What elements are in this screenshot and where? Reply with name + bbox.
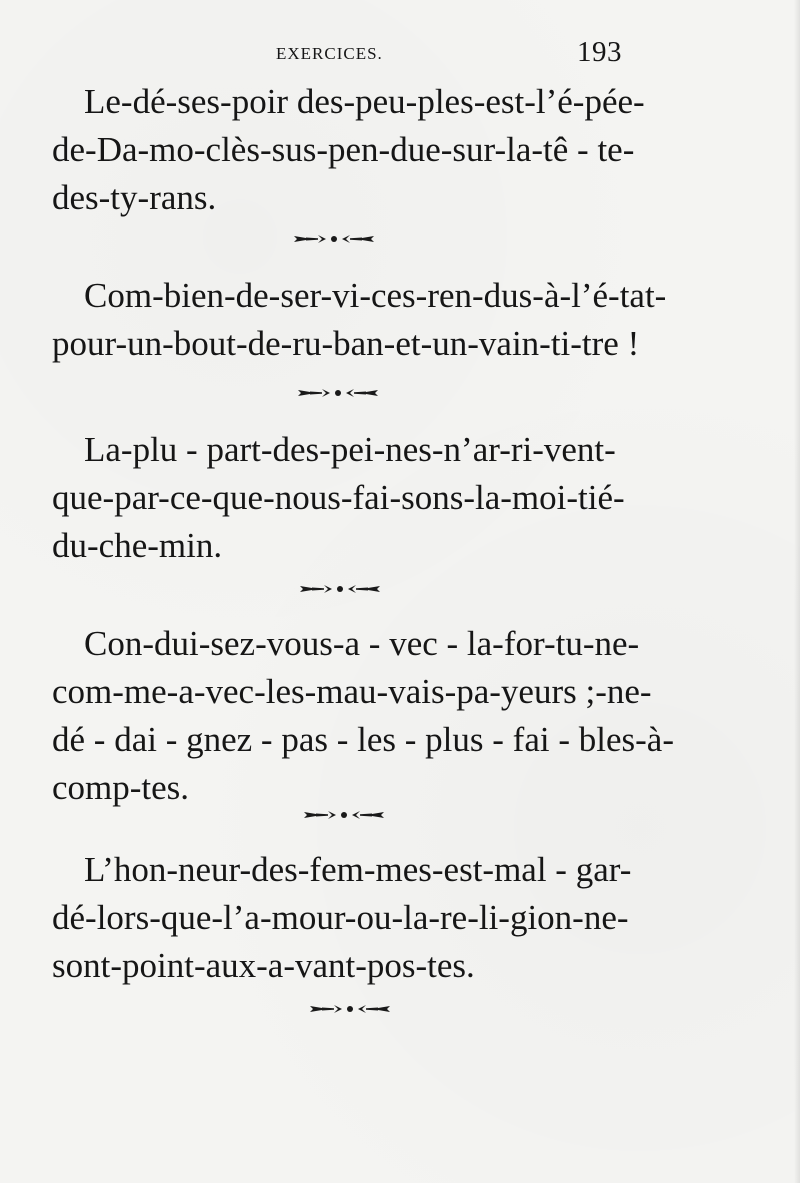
fleuron-divider-5 [308,1002,392,1016]
paragraph-5-line-1: L’hon-neur-des-fem-mes-est-mal - gar- [84,850,632,889]
paragraph-3-line-3: du-che-min. [52,526,223,565]
paragraph-3-line-2: que-par-ce-que-nous-fai-sons-la-moi-tié- [52,478,625,517]
fleuron-divider-1 [292,232,376,246]
paragraph-4-line-3: dé - dai - gnez - pas - les - plus - fai - bles-à- [52,720,674,759]
paragraph-5-line-3: sont-point-aux-a-vant-pos-tes. [52,946,475,985]
paragraph-4-line-4: comp-tes. [52,768,190,807]
paragraph-1-line-1: Le-dé-ses-poir des-peu-ples-est-l’é-pée- [84,82,645,121]
running-title: EXERCICES. [276,44,383,63]
fleuron-divider-4 [302,808,386,822]
page-number: 193 [577,36,622,68]
paragraph-2-line-1: Com-bien-de-ser-vi-ces-ren-dus-à-l’é-tat- [84,276,667,315]
paragraph-4-line-2: com-me-a-vec-les-mau-vais-pa-yeurs ;-ne- [52,672,652,711]
paragraph-3-line-1: La-plu - part-des-pei-nes-n’ar-ri-vent- [84,430,616,469]
fleuron-divider-3 [298,582,382,596]
paragraph-4-line-1: Con-dui-sez-vous-a - vec - la-for-tu-ne- [84,624,640,663]
paragraph-2-line-2: pour-un-bout-de-ru-ban-et-un-vain-ti-tre ! [52,324,640,363]
page-edge-shadow [794,0,800,1183]
paragraph-5-line-2: dé-lors-que-l’a-mour-ou-la-re-li-gion-ne- [52,898,629,937]
paragraph-1-line-3: des-ty-rans. [52,178,217,217]
paragraph-1-line-2: de-Da-mo-clès-sus-pen-due-sur-la-tê - te- [52,130,635,169]
fleuron-divider-2 [296,386,380,400]
